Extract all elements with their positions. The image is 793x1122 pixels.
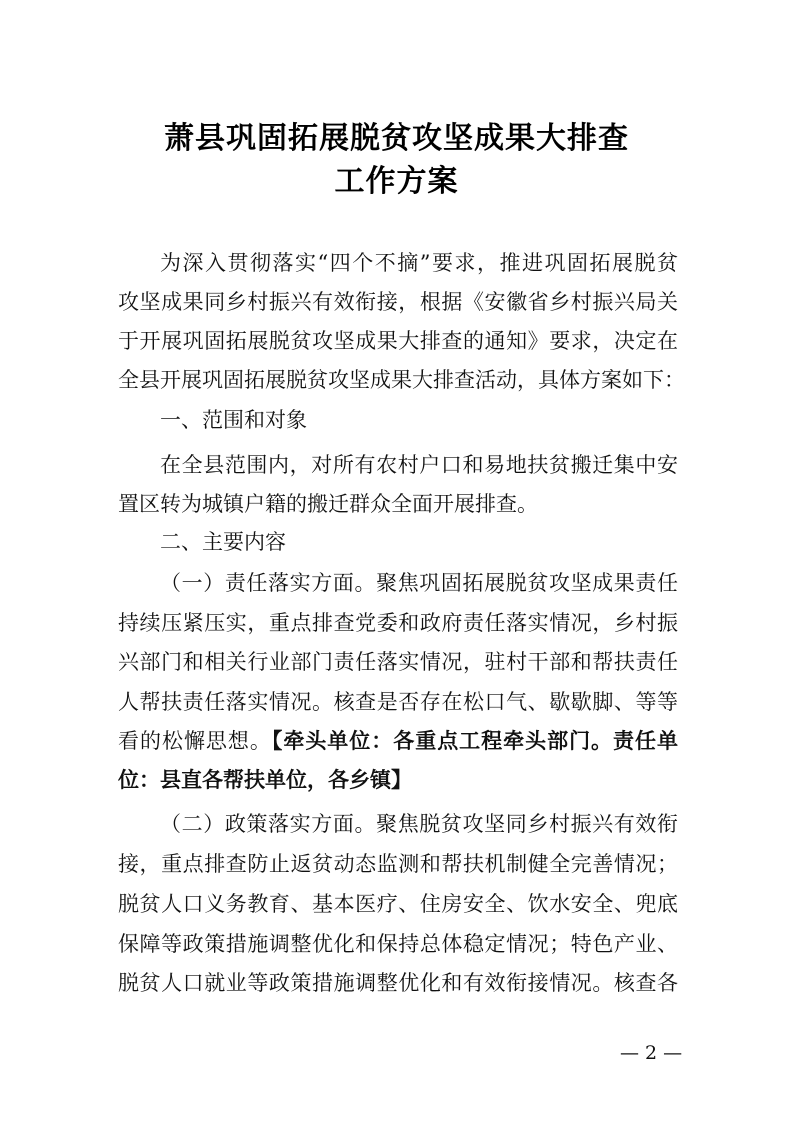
item1-line-5: [118, 727, 678, 755]
item1-line-3: 兴部门和相关行业部门责任落实情况，驻村干部和帮扶责任: [118, 650, 678, 674]
intro-line-3: 于开展巩固拓展脱贫攻坚成果大排查的通知》要求，决定在: [118, 329, 678, 353]
section1-line-2: 置区转为城镇户籍的搬迁群众全面开展排查。: [118, 492, 538, 516]
item2-line-3: 脱贫人口义务教育、基本医疗、住房安全、饮水安全、兜底: [118, 892, 678, 916]
intro-line-1: 为深入贯彻落实“四个不摘”要求，推进巩固拓展脱贫: [160, 251, 678, 275]
item2-line-5: 脱贫人口就业等政策措施调整优化和有效衔接情况。核查各: [118, 971, 678, 995]
intro-line-4: 全县开展巩固拓展脱贫攻坚成果大排查活动，具体方案如下：: [118, 368, 685, 392]
section1-heading: 一、范围和对象: [160, 408, 307, 432]
intro-line-2: 攻坚成果同乡村振兴有效衔接，根据《安徽省乡村振兴局关: [118, 290, 678, 314]
page-number: — 2 —: [620, 1042, 683, 1064]
item2-line-4: 保障等政策措施调整优化和保持总体稳定情况；特色产业、: [118, 932, 678, 956]
item2-line-1: （二）政策落实方面。聚焦脱贫攻坚同乡村振兴有效衔: [160, 812, 678, 836]
document-title-line2: 工作方案: [334, 164, 459, 199]
item1-line-2: 持续压紧压实，重点排查党委和政府责任落实情况，乡村振: [118, 611, 678, 635]
item1-line-1: （一）责任落实方面。聚焦巩固拓展脱贫攻坚成果责任: [160, 571, 678, 595]
item2-line-2: 接，重点排查防止返贫动态监测和帮扶机制健全完善情况；: [118, 852, 678, 876]
item1-line-4: 人帮扶责任落实情况。核查是否存在松口气、歇歇脚、等等: [118, 690, 678, 714]
item1-line-5-plain: 看的松懈思想。: [118, 729, 272, 753]
item1-responsible-units: 位：县直各帮扶单位，各乡镇】: [118, 768, 412, 792]
document-title-line1: 萧县巩固拓展脱贫攻坚成果大排查: [164, 121, 629, 156]
item1-lead-unit-bold: 【牵头单位：各重点工程牵头部门。责任单: [271, 729, 678, 753]
section1-line-1: 在全县范围内，对所有农村户口和易地扶贫搬迁集中安: [160, 453, 678, 477]
section2-heading: 二、主要内容: [160, 530, 286, 554]
